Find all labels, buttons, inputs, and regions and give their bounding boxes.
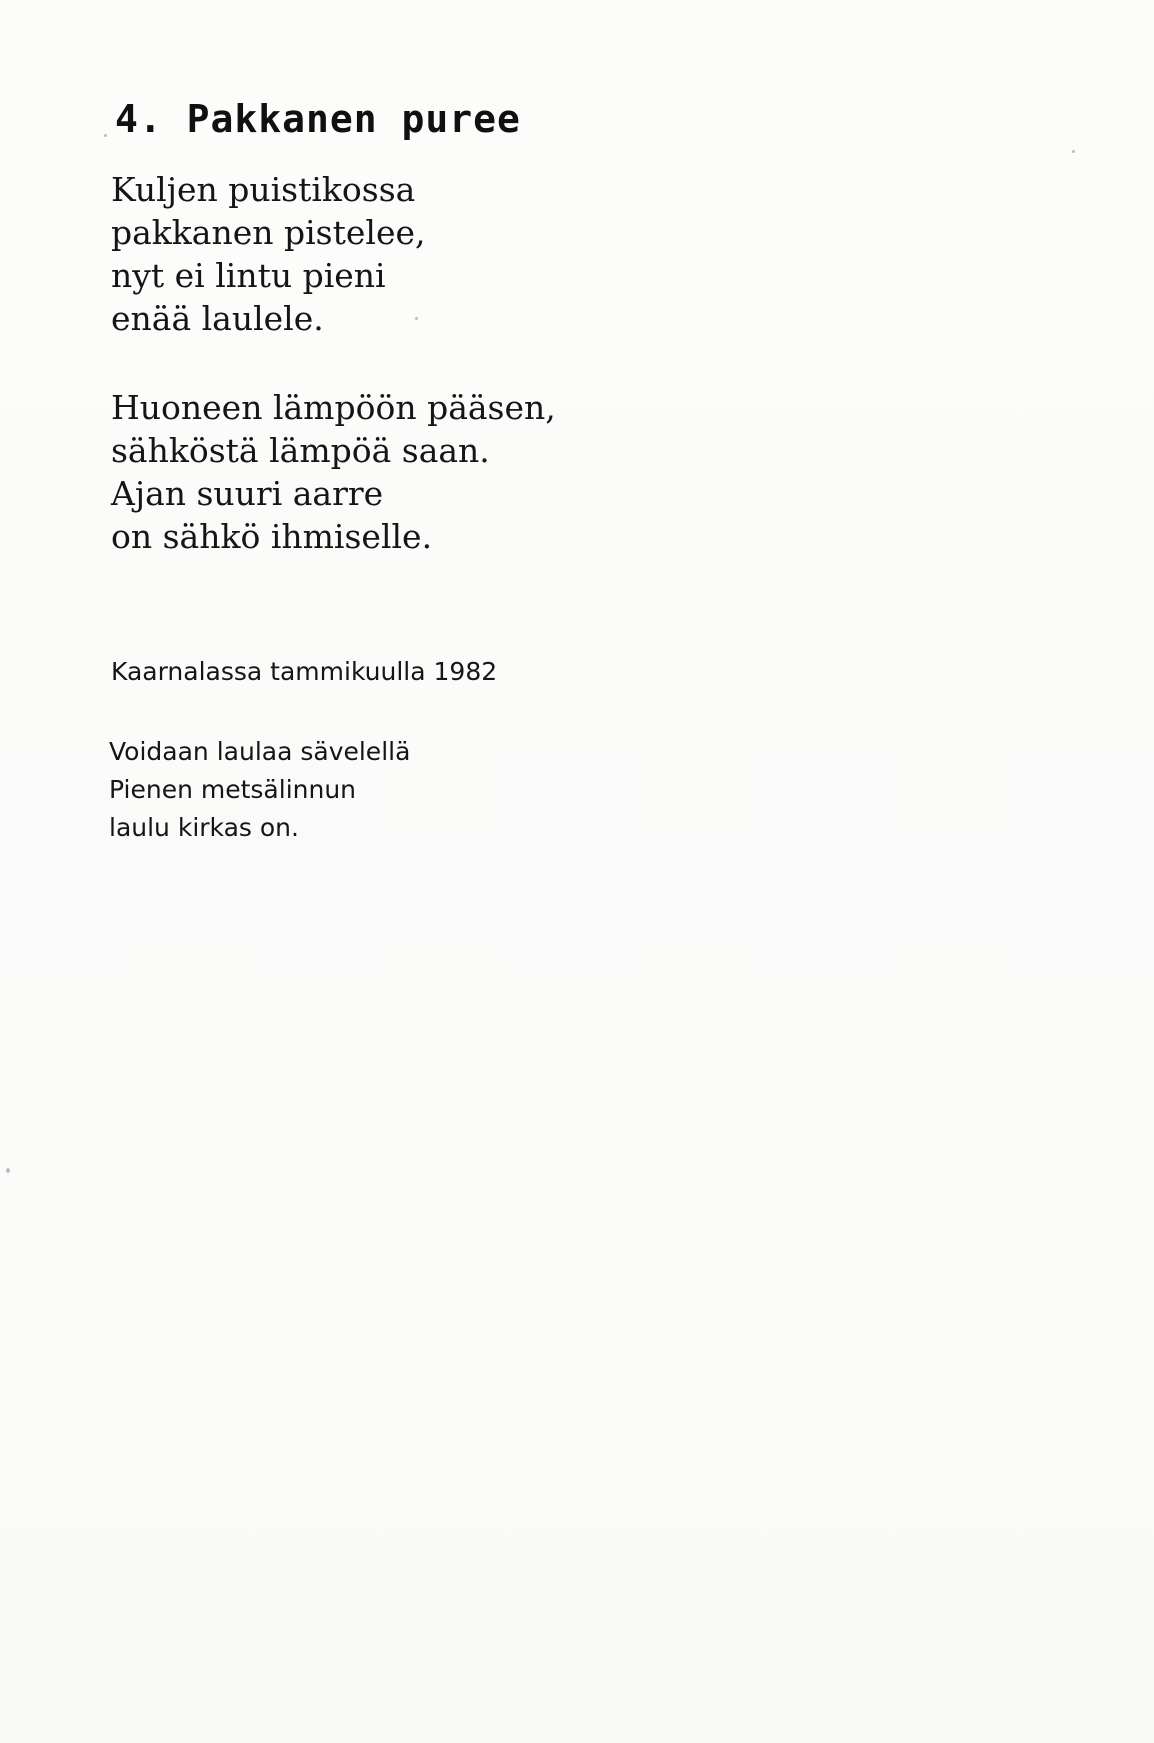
verse-line: Huoneen lämpöön pääsen,: [111, 388, 556, 427]
verse-line: sähköstä lämpöä saan.: [111, 431, 490, 470]
melody-note: [109, 733, 410, 847]
paper-speck: [6, 1168, 10, 1173]
verse-line: Kuljen puistikossa: [111, 170, 416, 209]
paper-speck: [1072, 150, 1075, 153]
paper-speck: [104, 134, 107, 137]
place-and-date: Kaarnalassa tammikuulla 1982: [111, 657, 498, 686]
note-line: Voidaan laulaa sävelellä: [109, 737, 411, 766]
verse-line: nyt ei lintu pieni: [111, 256, 386, 295]
verse-line: enää laulele.: [111, 299, 324, 338]
poem-stanza-1: [111, 168, 426, 340]
verse-line: pakkanen pistelee,: [111, 213, 426, 252]
verse-line: Ajan suuri aarre: [111, 474, 384, 513]
note-line: Pienen metsälinnun: [109, 775, 357, 804]
poem-stanza-2: [111, 386, 556, 558]
verse-line: on sähkö ihmiselle.: [111, 517, 433, 556]
poem-title: 4. Pakkanen puree: [115, 97, 521, 142]
note-line: laulu kirkas on.: [109, 813, 299, 842]
paper-speck: [415, 317, 418, 320]
